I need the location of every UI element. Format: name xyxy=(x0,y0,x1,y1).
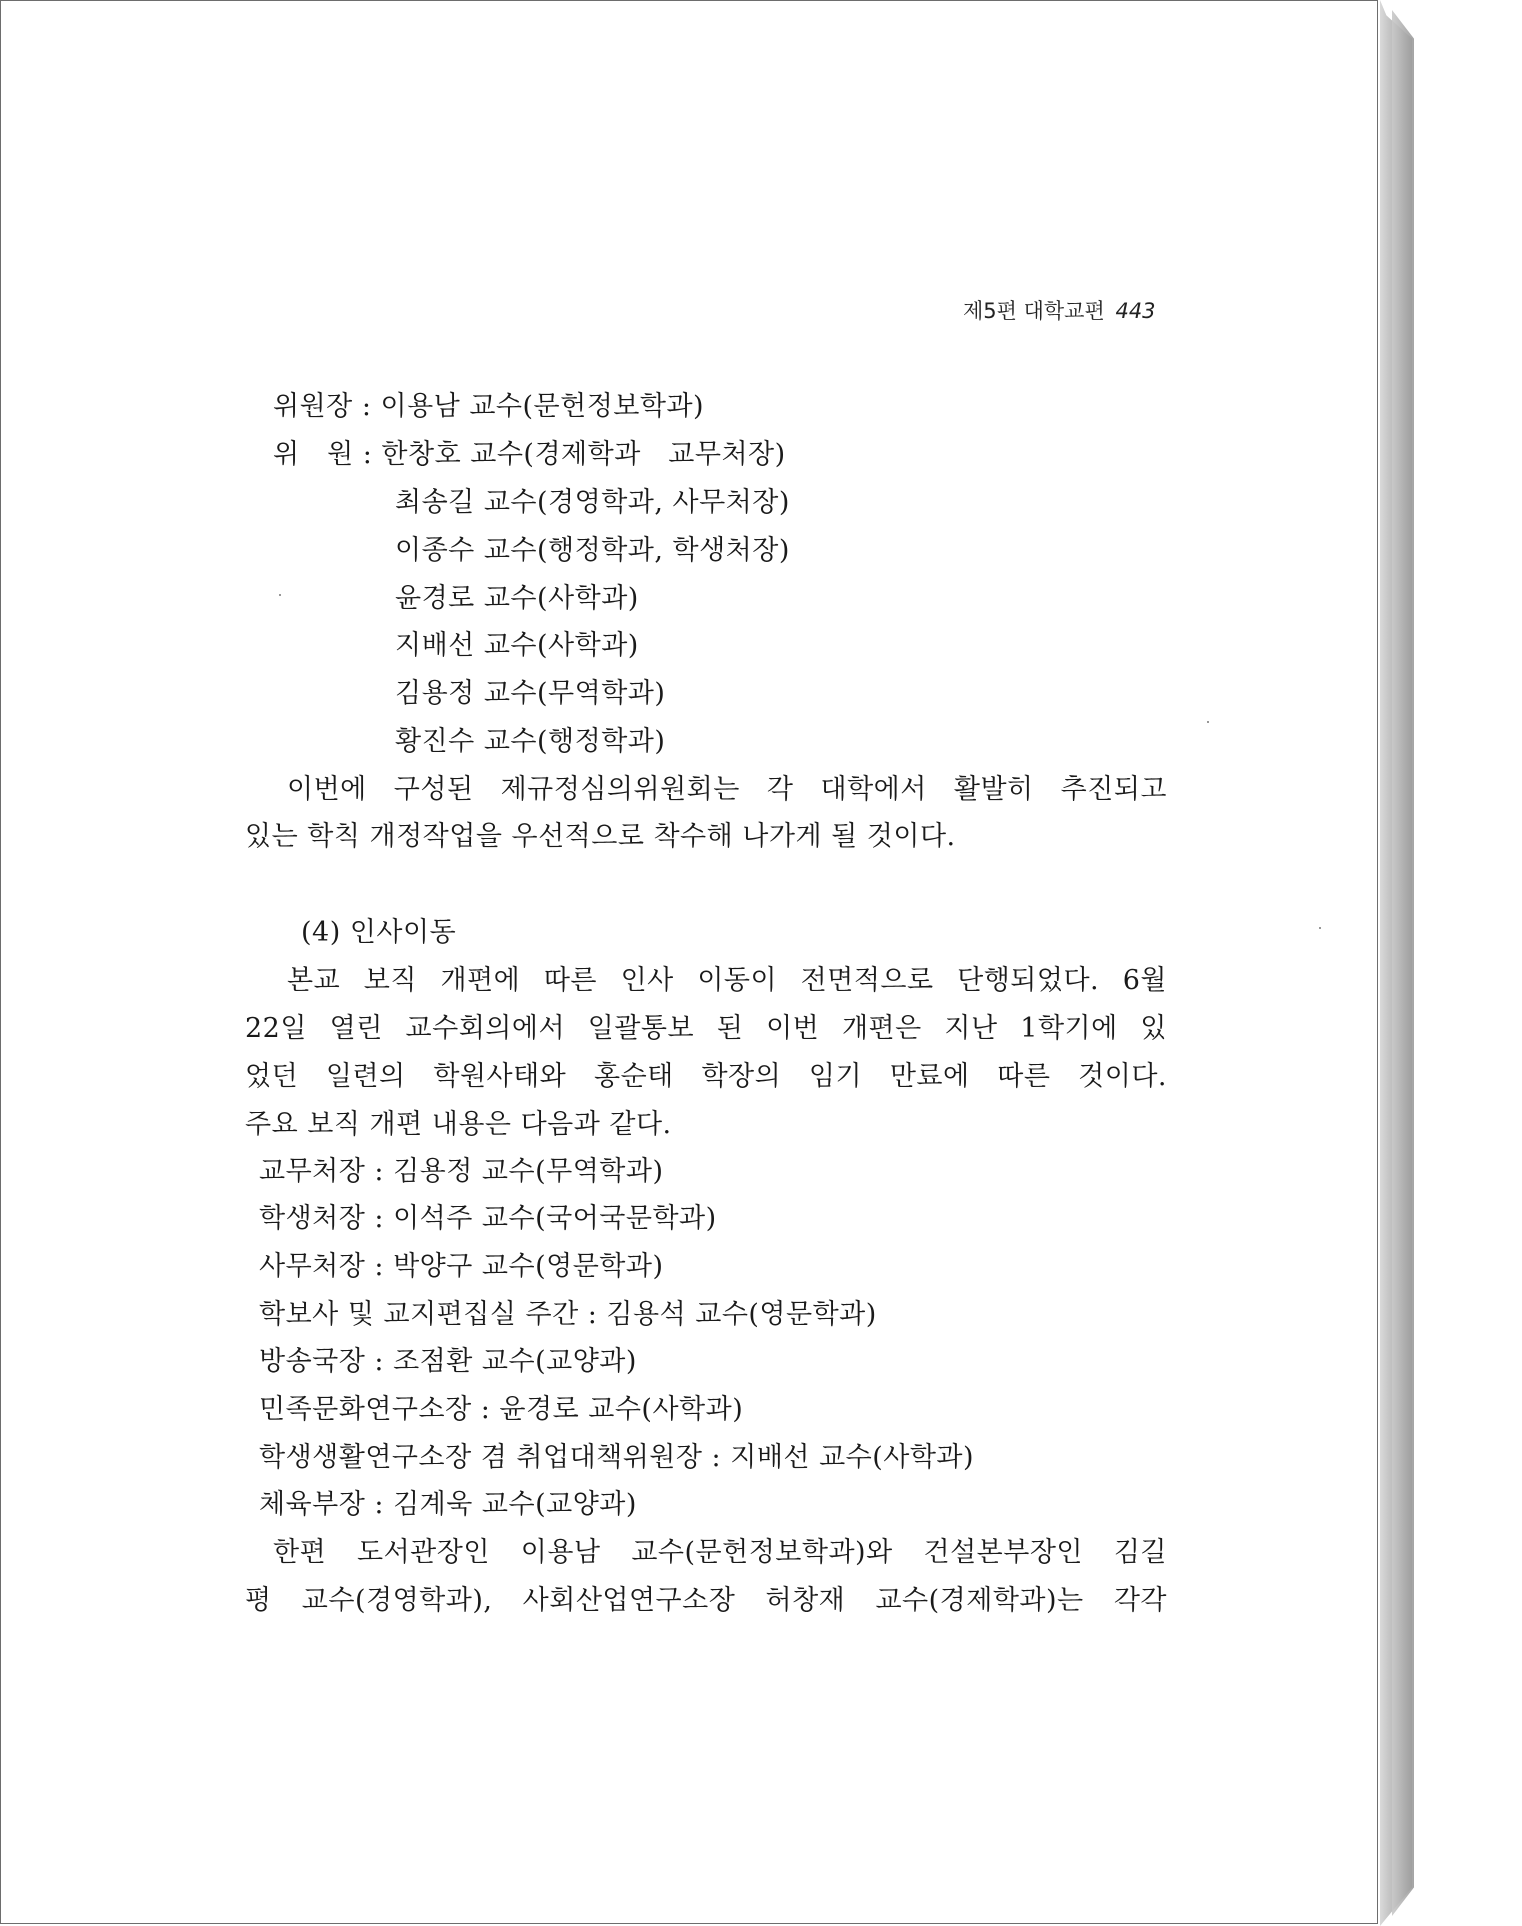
paragraph-line: 이번에 구성된 제규정심의위원회는 각 대학에서 활발히 추진되고 xyxy=(287,774,1167,805)
scan-speck xyxy=(1319,927,1321,929)
paragraph-line: 본교 보직 개편에 따른 인사 이동이 전면적으로 단행되었다. 6월 xyxy=(287,965,1167,996)
committee-member-first: 위 원 : 한창호 교수(경제학과 교무처장) xyxy=(273,439,786,470)
paragraph-line: 한편 도서관장인 이용남 교수(문헌정보학과)와 건설본부장인 김길 xyxy=(273,1537,1167,1568)
paragraph-line: 있는 학칙 개정작업을 우선적으로 착수해 나가게 될 것이다. xyxy=(245,821,956,852)
section-heading: (4) 인사이동 xyxy=(301,917,457,948)
page-stack-edge-inner xyxy=(1392,10,1414,1916)
paragraph-line: 22일 열린 교수회의에서 일괄통보 된 이번 개편은 지난 1학기에 있 xyxy=(245,1013,1167,1044)
committee-chair: 위원장 : 이용남 교수(문헌정보학과) xyxy=(273,391,705,422)
paragraph-line: 주요 보직 개편 내용은 다음과 같다. xyxy=(245,1109,672,1140)
header-section: 제5편 대학교편 xyxy=(963,299,1105,323)
committee-member: 지배선 교수(사학과) xyxy=(395,630,639,661)
appointment-item: 교무처장 : 김용정 교수(무역학과) xyxy=(259,1156,664,1187)
paragraph-line: 었던 일련의 학원사태와 홍순태 학장의 임기 만료에 따른 것이다. xyxy=(245,1061,1167,1092)
page-number: 443 xyxy=(1115,299,1156,323)
appointment-item: 체육부장 : 김계욱 교수(교양과) xyxy=(259,1489,637,1520)
appointment-item: 학생처장 : 이석주 교수(국어국문학과) xyxy=(259,1203,717,1234)
paragraph-line: 평 교수(경영학과), 사회산업연구소장 허창재 교수(경제학과)는 각각 xyxy=(245,1585,1167,1616)
scan-speck xyxy=(279,594,281,596)
committee-member: 최송길 교수(경영학과, 사무처장) xyxy=(395,487,790,518)
appointment-item: 민족문화연구소장 : 윤경로 교수(사학과) xyxy=(259,1394,744,1425)
appointment-item: 학생생활연구소장 겸 취업대책위원장 : 지배선 교수(사학과) xyxy=(259,1442,975,1473)
scan-speck xyxy=(1207,721,1209,723)
committee-member: 황진수 교수(행정학과) xyxy=(395,726,666,757)
committee-member: 이종수 교수(행정학과, 학생처장) xyxy=(395,535,790,566)
running-header xyxy=(963,295,1156,325)
committee-member: 김용정 교수(무역학과) xyxy=(395,678,666,709)
appointment-item: 방송국장 : 조점환 교수(교양과) xyxy=(259,1346,637,1377)
appointment-item: 사무처장 : 박양구 교수(영문학과) xyxy=(259,1251,664,1282)
committee-member: 윤경로 교수(사학과) xyxy=(395,583,639,614)
appointment-item: 학보사 및 교지편집실 주간 : 김용석 교수(영문학과) xyxy=(259,1299,877,1330)
